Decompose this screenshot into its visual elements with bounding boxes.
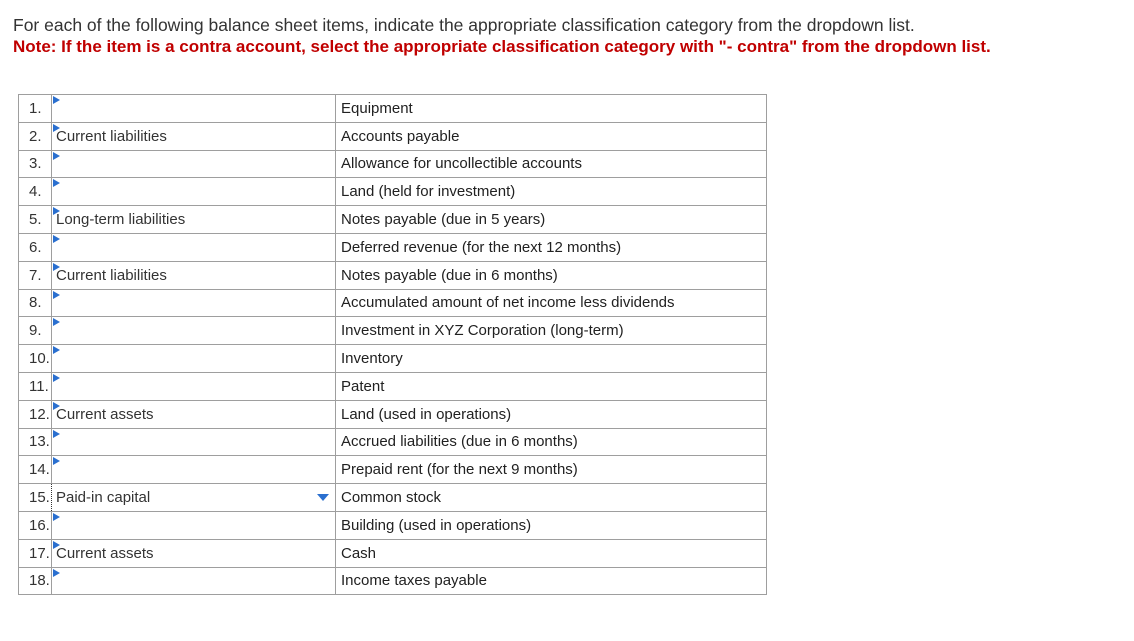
answer-flag-icon xyxy=(53,152,60,160)
balance-sheet-item: Notes payable (due in 6 months) xyxy=(336,261,767,289)
balance-sheet-item: Investment in XYZ Corporation (long-term) xyxy=(336,317,767,345)
classification-dropdown[interactable] xyxy=(52,317,336,345)
balance-sheet-item: Notes payable (due in 5 years) xyxy=(336,206,767,234)
balance-sheet-item: Building (used in operations) xyxy=(336,511,767,539)
classification-dropdown[interactable] xyxy=(52,150,336,178)
table-row xyxy=(19,317,767,345)
answer-flag-icon xyxy=(53,263,60,271)
classification-dropdown[interactable] xyxy=(52,178,336,206)
classification-dropdown[interactable] xyxy=(52,567,336,595)
answer-flag-icon xyxy=(53,569,60,577)
row-number: 10. xyxy=(19,345,52,373)
balance-sheet-item: Accounts payable xyxy=(336,122,767,150)
answer-flag-icon xyxy=(53,457,60,465)
table-row xyxy=(19,567,767,595)
table-row xyxy=(19,456,767,484)
table-row xyxy=(19,511,767,539)
answer-flag-icon xyxy=(53,179,60,187)
row-number: 1. xyxy=(19,95,52,123)
classification-dropdown[interactable] xyxy=(52,95,336,123)
row-number: 8. xyxy=(19,289,52,317)
row-number: 7. xyxy=(19,261,52,289)
balance-sheet-item: Prepaid rent (for the next 9 months) xyxy=(336,456,767,484)
row-number: 13. xyxy=(19,428,52,456)
table-row xyxy=(19,178,767,206)
row-number: 11. xyxy=(19,372,52,400)
classification-table xyxy=(18,94,767,595)
answer-flag-icon xyxy=(53,96,60,104)
table-row xyxy=(19,150,767,178)
instruction-note: Note: If the item is a contra account, select the appropriate classification category with "- contra" from the dropdown list. xyxy=(13,37,991,56)
table-row xyxy=(19,289,767,317)
balance-sheet-item: Land (used in operations) xyxy=(336,400,767,428)
classification-dropdown[interactable] xyxy=(52,345,336,373)
table-row xyxy=(19,95,767,123)
row-number: 9. xyxy=(19,317,52,345)
row-number: 14. xyxy=(19,456,52,484)
classification-dropdown[interactable] xyxy=(52,289,336,317)
table-row xyxy=(19,539,767,567)
table-row xyxy=(19,400,767,428)
answer-flag-icon xyxy=(53,513,60,521)
row-number: 3. xyxy=(19,150,52,178)
balance-sheet-item: Equipment xyxy=(336,95,767,123)
balance-sheet-item: Accumulated amount of net income less dividends xyxy=(336,289,767,317)
table-row xyxy=(19,206,767,234)
row-number: 18. xyxy=(19,567,52,595)
classification-dropdown[interactable] xyxy=(52,456,336,484)
balance-sheet-item: Deferred revenue (for the next 12 months) xyxy=(336,233,767,261)
table-row xyxy=(19,372,767,400)
dropdown-selected-value: Paid-in capital xyxy=(56,489,151,507)
balance-sheet-item: Inventory xyxy=(336,345,767,373)
instructions xyxy=(13,14,1123,58)
classification-dropdown[interactable] xyxy=(52,372,336,400)
classification-dropdown[interactable] xyxy=(52,511,336,539)
row-number: 4. xyxy=(19,178,52,206)
balance-sheet-item: Accrued liabilities (due in 6 months) xyxy=(336,428,767,456)
answer-flag-icon xyxy=(53,291,60,299)
dropdown-selected-value: Current assets xyxy=(56,405,154,423)
dropdown-selected-value: Current assets xyxy=(56,544,154,562)
dropdown-selected-value: Current liabilities xyxy=(56,127,167,145)
dropdown-selected-value: Current liabilities xyxy=(56,266,167,284)
answer-flag-icon xyxy=(53,402,60,410)
answer-flag-icon xyxy=(53,207,60,215)
answer-flag-icon xyxy=(53,235,60,243)
answer-flag-icon xyxy=(53,541,60,549)
row-number: 16. xyxy=(19,511,52,539)
balance-sheet-item: Allowance for uncollectible accounts xyxy=(336,150,767,178)
answer-flag-icon xyxy=(53,124,60,132)
answer-flag-icon xyxy=(53,374,60,382)
table-row xyxy=(19,261,767,289)
classification-dropdown[interactable] xyxy=(52,539,336,567)
balance-sheet-item: Cash xyxy=(336,539,767,567)
classification-dropdown[interactable] xyxy=(52,428,336,456)
balance-sheet-item: Patent xyxy=(336,372,767,400)
row-number: 12. xyxy=(19,400,52,428)
row-number: 6. xyxy=(19,233,52,261)
classification-dropdown[interactable] xyxy=(52,233,336,261)
balance-sheet-item: Common stock xyxy=(336,484,767,512)
table-row xyxy=(19,233,767,261)
answer-flag-icon xyxy=(53,318,60,326)
classification-dropdown[interactable] xyxy=(52,261,336,289)
table-row xyxy=(19,345,767,373)
table-row xyxy=(19,484,767,512)
row-number: 15. xyxy=(19,484,52,512)
chevron-down-icon[interactable] xyxy=(317,494,329,501)
row-number: 17. xyxy=(19,539,52,567)
table-row xyxy=(19,122,767,150)
classification-dropdown[interactable] xyxy=(52,122,336,150)
classification-dropdown[interactable] xyxy=(52,206,336,234)
balance-sheet-item: Income taxes payable xyxy=(336,567,767,595)
dropdown-selected-value: Long-term liabilities xyxy=(56,211,186,229)
balance-sheet-item: Land (held for investment) xyxy=(336,178,767,206)
row-number: 5. xyxy=(19,206,52,234)
classification-dropdown[interactable] xyxy=(52,400,336,428)
answer-flag-icon xyxy=(53,430,60,438)
table-row xyxy=(19,428,767,456)
instruction-text: For each of the following balance sheet items, indicate the appropriate classification category from the dropdown list. xyxy=(13,15,915,35)
answer-flag-icon xyxy=(53,346,60,354)
classification-dropdown[interactable] xyxy=(52,484,336,512)
row-number: 2. xyxy=(19,122,52,150)
